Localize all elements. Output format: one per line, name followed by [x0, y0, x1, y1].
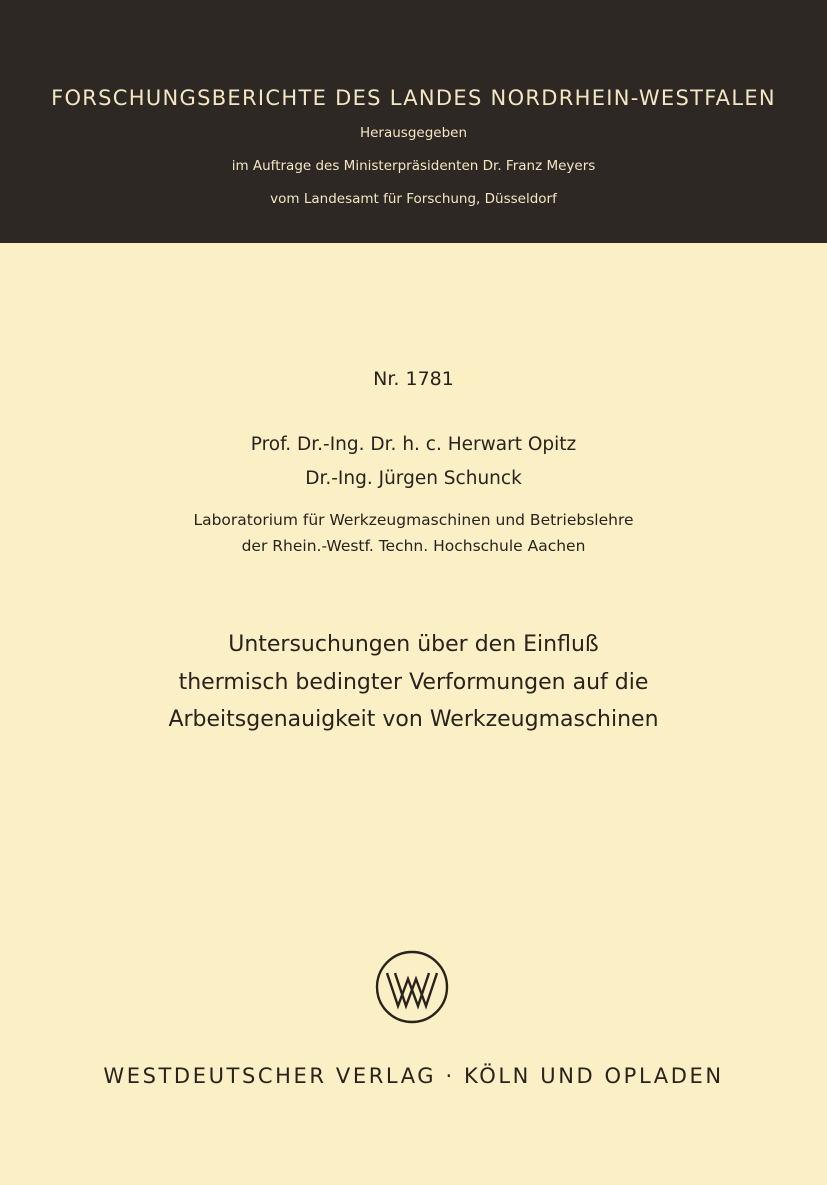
institution-line-2: der Rhein.-Westf. Techn. Hochschule Aachen — [241, 537, 586, 555]
institution-line-1: Laboratorium für Werkzeugmaschinen und Betriebslehre — [193, 511, 634, 529]
publisher-logo — [374, 949, 450, 1025]
publisher-imprint: WESTDEUTSCHER VERLAG · KÖLN UND OPLADEN — [103, 1064, 724, 1088]
author-1: Prof. Dr.-Ing. Dr. h. c. Herwart Opitz — [250, 434, 577, 455]
author-2: Dr.-Ing. Jürgen Schunck — [305, 468, 522, 489]
series-title: FORSCHUNGSBERICHTE DES LANDES NORDRHEIN-WESTFALEN — [51, 86, 776, 110]
editor-line: Herausgegeben — [359, 125, 468, 141]
title-line-2: thermisch bedingter Verformungen auf die — [178, 670, 649, 695]
title-line-1: Untersuchungen über den Einfluß — [228, 632, 599, 657]
volume-number: Nr. 1781 — [373, 368, 454, 390]
office-line: vom Landesamt für Forschung, Düsseldorf — [270, 191, 557, 207]
commission-line: im Auftrage des Ministerpräsidenten Dr. Franz Meyers — [231, 158, 596, 174]
header-band — [0, 0, 827, 243]
title-line-3: Arbeitsgenauigkeit von Werkzeugmaschinen — [168, 707, 659, 732]
